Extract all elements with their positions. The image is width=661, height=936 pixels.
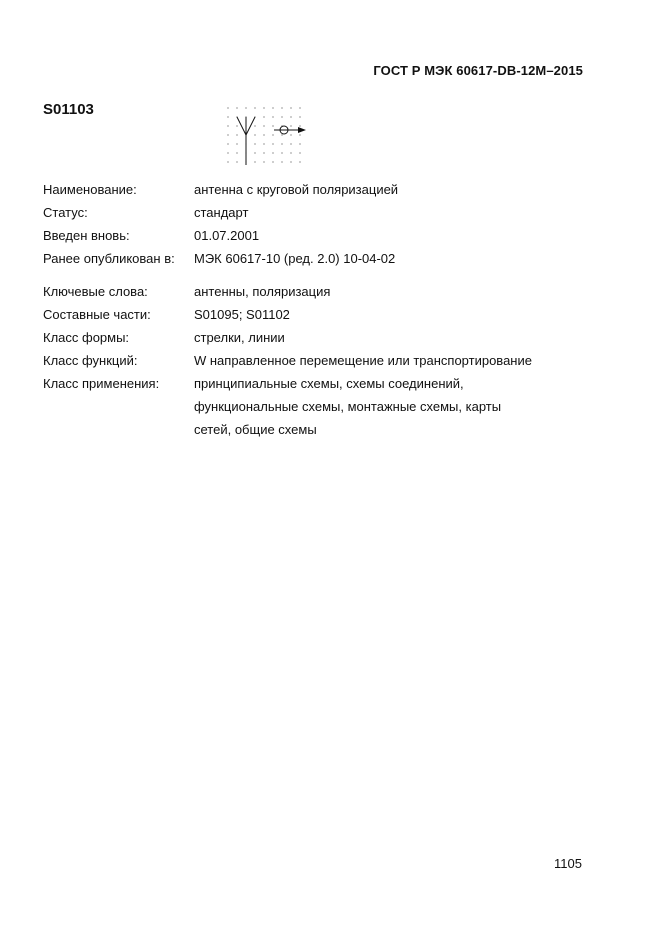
field-value: стрелки, линии xyxy=(194,330,285,345)
field-list xyxy=(43,178,603,441)
field-value: антенна с круговой поляризацией xyxy=(194,182,399,197)
symbol-code: S01103 xyxy=(43,101,94,118)
field-row-application-class xyxy=(43,372,603,395)
field-row-introduced xyxy=(43,224,603,247)
field-label: Составные части: xyxy=(43,307,151,322)
field-value: принципиальные схемы, схемы соединений, xyxy=(194,376,464,391)
field-value: антенны, поляризация xyxy=(194,284,331,299)
field-value: стандарт xyxy=(194,205,249,220)
field-row-shape-class xyxy=(43,326,603,349)
field-row-name xyxy=(43,178,603,201)
page-number: 1105 xyxy=(554,856,582,871)
field-row-application-cont-1 xyxy=(43,395,603,418)
field-label: Введен вновь: xyxy=(43,228,130,243)
field-value: 01.07.2001 xyxy=(194,228,260,243)
field-row-published xyxy=(43,247,603,270)
field-label: Ключевые слова: xyxy=(43,284,148,299)
field-row-function-class xyxy=(43,349,603,372)
field-label: Статус: xyxy=(43,205,88,220)
field-row-keywords xyxy=(43,280,603,303)
field-label: Класс формы: xyxy=(43,330,130,345)
field-value: МЭК 60617-10 (ред. 2.0) 10-04-02 xyxy=(194,251,396,266)
field-row-application-cont-2 xyxy=(43,418,603,441)
antenna-circular-polarization-symbol xyxy=(220,100,320,172)
field-row-parts xyxy=(43,303,603,326)
field-label: Класс функций: xyxy=(43,353,138,368)
field-value: функциональные схемы, монтажные схемы, карты xyxy=(194,399,502,414)
field-value: S01095; S01102 xyxy=(194,307,290,322)
field-value: сетей, общие схемы xyxy=(194,422,317,437)
field-label: Наименование: xyxy=(43,182,137,197)
field-label: Ранее опубликован в: xyxy=(43,251,175,266)
field-label: Класс применения: xyxy=(43,376,160,391)
field-row-status xyxy=(43,201,603,224)
document-header: ГОСТ Р МЭК 60617-DB-12M–2015 xyxy=(373,63,583,78)
field-value: W направленное перемещение или транспортирование xyxy=(194,353,532,368)
